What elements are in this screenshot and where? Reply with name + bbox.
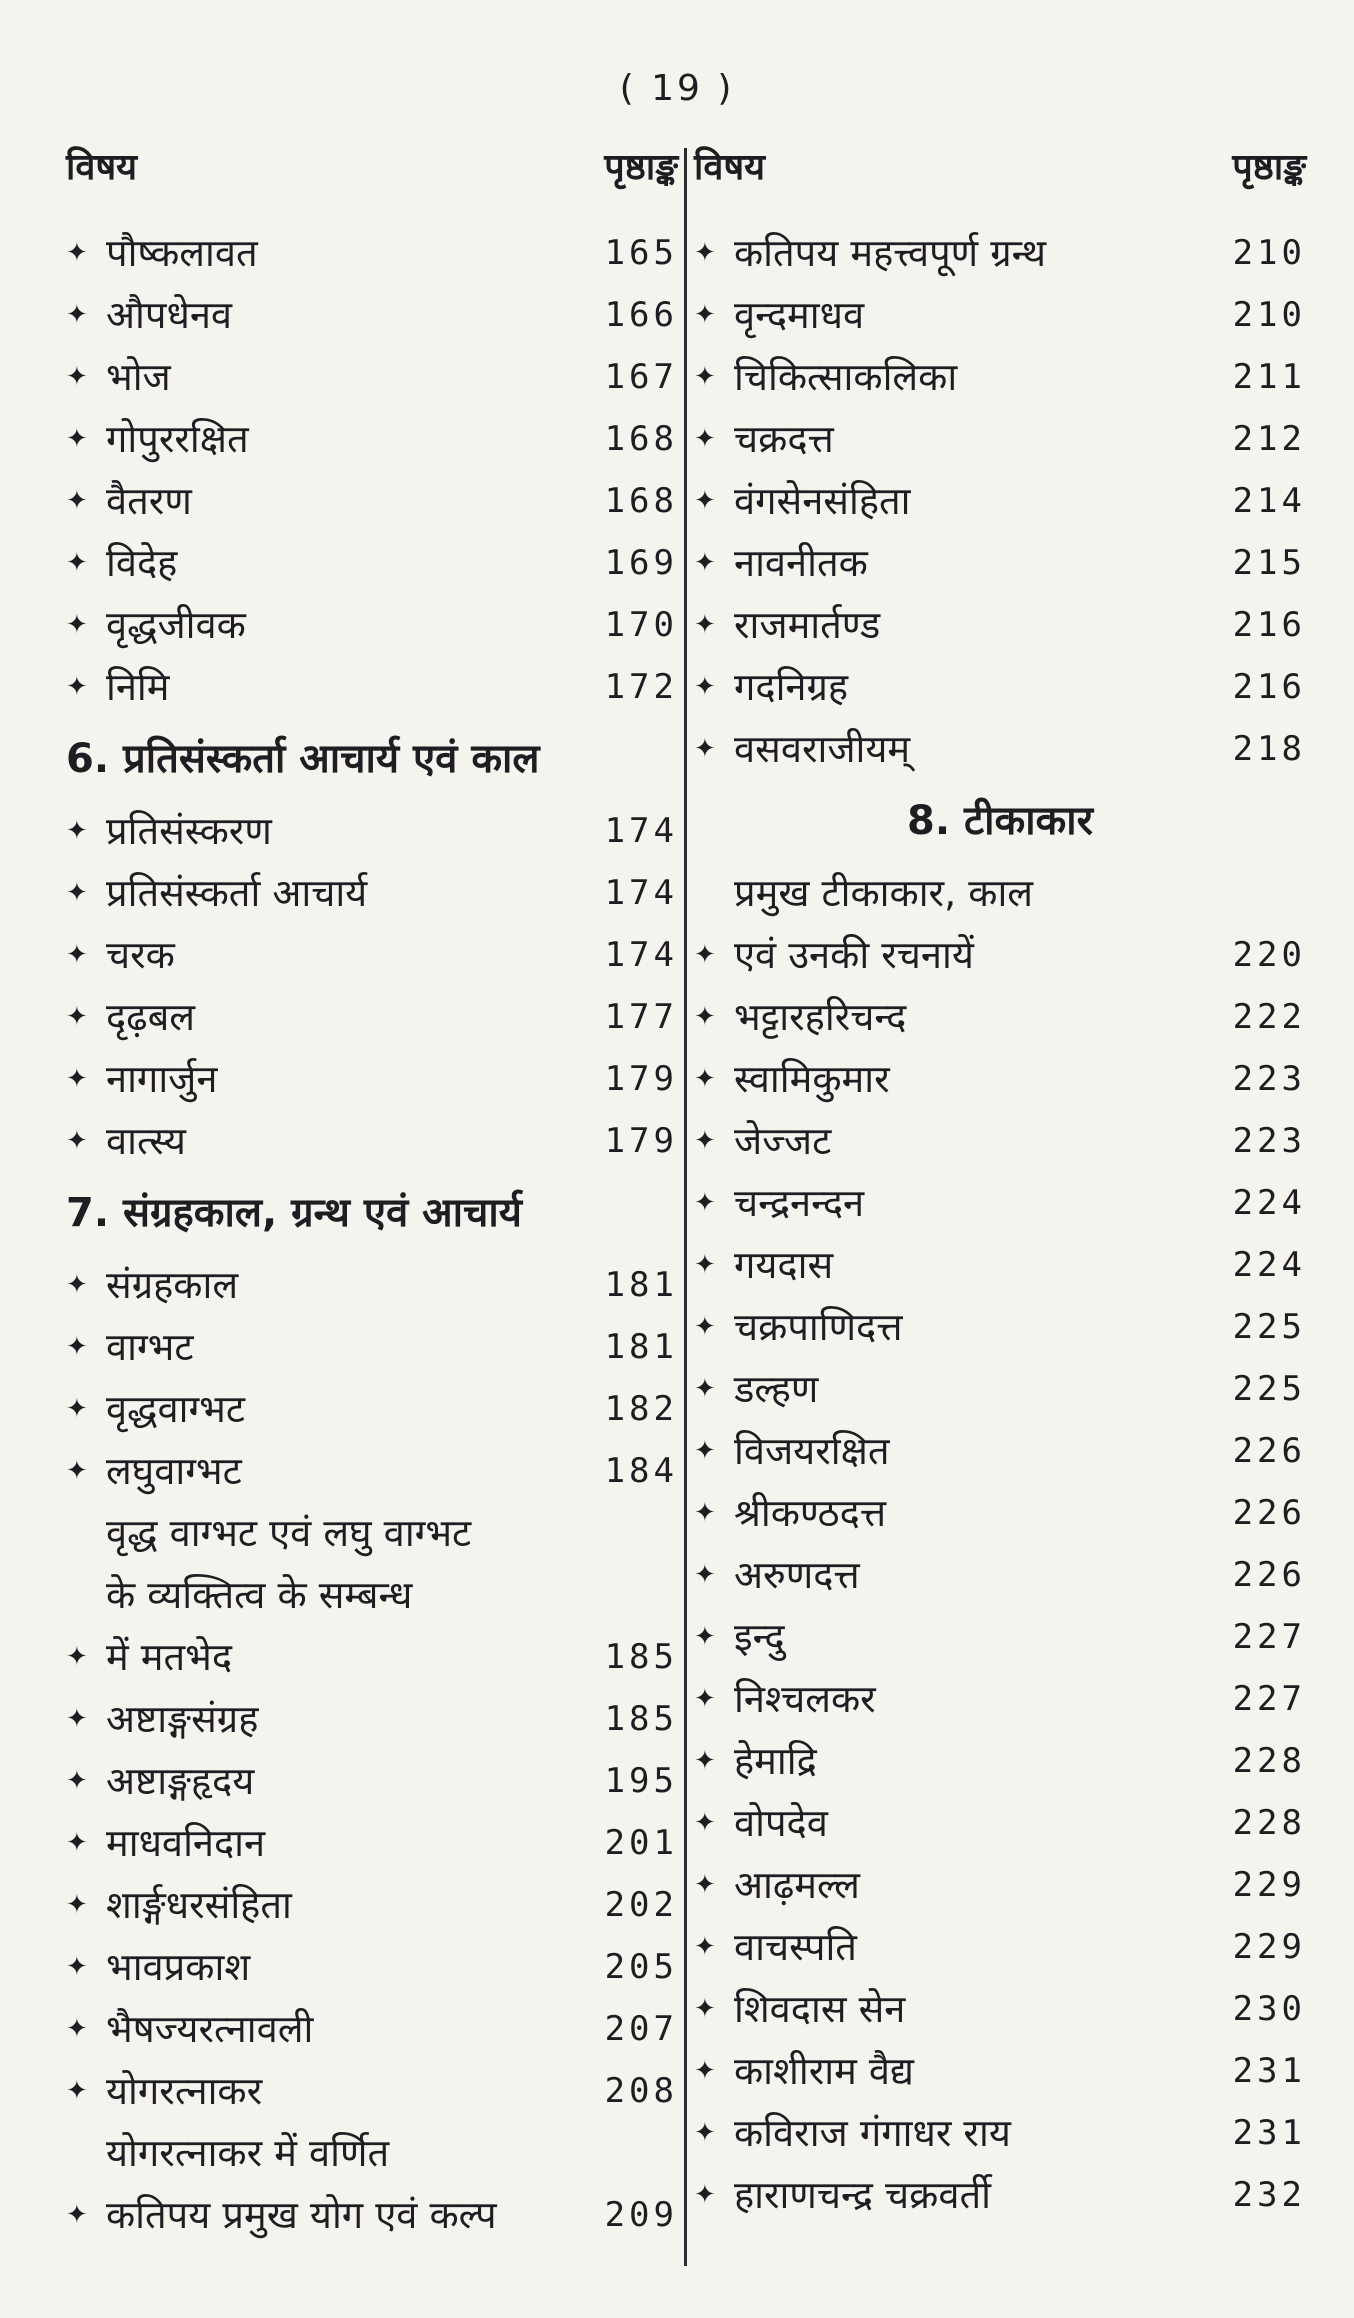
bullet-star-icon: ✦ — [694, 2118, 716, 2148]
entry-title: काशीराम वैद्य — [734, 2049, 914, 2093]
toc-entry — [66, 1812, 678, 1874]
entry-title: विजयरक्षित — [734, 1429, 890, 1473]
column-header — [694, 147, 1306, 222]
bullet-star-icon: ✦ — [694, 548, 716, 578]
bullet-star-icon: ✦ — [694, 1498, 716, 1528]
entry-page-number: 172 — [604, 667, 678, 707]
toc-entry — [66, 284, 678, 346]
entry-page-number: 166 — [604, 295, 678, 335]
entry-page-number: 231 — [1232, 2051, 1306, 2091]
toc-entry — [694, 1606, 1306, 1668]
bullet-star-icon: ✦ — [694, 1126, 716, 1156]
entry-title: वाचस्पति — [734, 1925, 857, 1969]
entry-title: संग्रहकाल — [106, 1263, 239, 1307]
bullet-star-icon: ✦ — [66, 424, 88, 454]
entry-page-number: 174 — [604, 873, 678, 913]
toc-entry — [694, 1916, 1306, 1978]
bullet-star-icon: ✦ — [694, 1932, 716, 1962]
toc-entry — [66, 1254, 678, 1316]
toc-entry — [694, 718, 1306, 780]
toc-entry — [66, 470, 678, 532]
entry-title: अष्टाङ्गसंग्रह — [106, 1697, 259, 1741]
entry-page-number: 227 — [1232, 1617, 1306, 1657]
entry-title: वृद्धवाग्भट — [106, 1387, 246, 1431]
entry-title: डल्हण — [734, 1367, 819, 1411]
toc-entry — [694, 1544, 1306, 1606]
toc-entry — [694, 1792, 1306, 1854]
entry-title: योगरत्नाकर — [106, 2069, 263, 2113]
entry-page-number: 224 — [1232, 1183, 1306, 1223]
toc-entry — [66, 346, 678, 408]
bullet-star-icon: ✦ — [694, 362, 716, 392]
entry-title: अष्टाङ्गहृदय — [106, 1759, 255, 1803]
entry-title: वंगसेनसंहिता — [734, 479, 911, 523]
bullet-star-icon: ✦ — [694, 1002, 716, 1032]
entry-page-number: 232 — [1232, 2175, 1306, 2215]
entry-page-number: 202 — [604, 1885, 678, 1925]
entry-page-number: 210 — [1232, 295, 1306, 335]
entry-title: वृन्दमाधव — [734, 293, 865, 337]
toc-entry — [66, 1110, 678, 1172]
toc-entry — [66, 986, 678, 1048]
entry-page-number: 215 — [1232, 543, 1306, 583]
bullet-star-icon: ✦ — [694, 1560, 716, 1590]
entry-title: प्रतिसंस्करण — [106, 809, 272, 853]
entry-page-number: 208 — [604, 2071, 678, 2111]
entry-title: कविराज गंगाधर राय — [734, 2111, 1011, 2155]
bullet-star-icon: ✦ — [694, 734, 716, 764]
toc-entry — [694, 1358, 1306, 1420]
entry-page-number: 169 — [604, 543, 678, 583]
toc-entry — [694, 408, 1306, 470]
entry-page-number: 225 — [1232, 1369, 1306, 1409]
entry-title: राजमार्तण्ड — [734, 603, 881, 647]
entry-title: निश्चलकर — [734, 1677, 876, 1721]
bullet-star-icon: ✦ — [66, 486, 88, 516]
bullet-star-icon: ✦ — [694, 1622, 716, 1652]
toc-entry — [66, 222, 678, 284]
entry-title: भैषज्यरत्नावली — [106, 2007, 314, 2051]
bullet-star-icon: ✦ — [66, 2200, 88, 2230]
bullet-star-icon: ✦ — [66, 610, 88, 640]
entry-title: प्रमुख टीकाकार, काल एवं उनकी रचनायें — [734, 871, 1034, 977]
toc-entry — [66, 1378, 678, 1440]
entry-page-number: 174 — [604, 811, 678, 851]
page-number: ( 19 ) — [619, 68, 735, 109]
entry-title: वोपदेव — [734, 1801, 828, 1845]
toc-entry — [66, 2122, 678, 2246]
entry-page-number: 174 — [604, 935, 678, 975]
toc-entry — [694, 532, 1306, 594]
entry-title: निमि — [106, 665, 170, 709]
toc-list — [694, 222, 1306, 2226]
entry-page-number: 228 — [1232, 1803, 1306, 1843]
bullet-star-icon: ✦ — [694, 1436, 716, 1466]
toc-entry — [694, 2164, 1306, 2226]
entry-title: वसवराजीयम् — [734, 727, 911, 771]
entry-page-number: 229 — [1232, 1927, 1306, 1967]
toc-entry — [66, 1440, 678, 1502]
toc-entry — [66, 532, 678, 594]
entry-page-number: 210 — [1232, 233, 1306, 273]
bullet-star-icon: ✦ — [66, 1642, 88, 1672]
entry-page-number: 168 — [604, 481, 678, 521]
toc-entry — [66, 1316, 678, 1378]
toc-entry — [694, 656, 1306, 718]
entry-title: भट्टारहरिचन्द — [734, 995, 907, 1039]
toc-entry — [66, 1750, 678, 1812]
toc-entry — [694, 222, 1306, 284]
bullet-star-icon: ✦ — [66, 2014, 88, 2044]
entry-title: दृढ़बल — [106, 995, 196, 1039]
entry-title: गयदास — [734, 1243, 834, 1287]
entry-title: जेज्जट — [734, 1119, 832, 1163]
entry-page-number: 185 — [604, 1699, 678, 1739]
bullet-star-icon: ✦ — [66, 1766, 88, 1796]
bullet-star-icon: ✦ — [66, 1890, 88, 1920]
toc-entry — [66, 594, 678, 656]
section-heading: 8. टीकाकार — [907, 798, 1093, 844]
bullet-star-icon: ✦ — [66, 940, 88, 970]
toc-entry — [66, 408, 678, 470]
toc-entry — [694, 1730, 1306, 1792]
toc-entry — [694, 986, 1306, 1048]
bullet-star-icon: ✦ — [66, 1394, 88, 1424]
bullet-star-icon: ✦ — [66, 1002, 88, 1032]
section-heading: 7. संग्रहकाल, ग्रन्थ एवं आचार्य — [66, 1190, 522, 1236]
entry-title: भावप्रकाश — [106, 1945, 251, 1989]
entry-page-number: 216 — [1232, 605, 1306, 645]
entry-page-number: 226 — [1232, 1493, 1306, 1533]
entry-title: प्रतिसंस्कर्ता आचार्य — [106, 871, 368, 915]
entry-title: इन्दु — [734, 1615, 785, 1659]
entry-page-number: 170 — [604, 605, 678, 645]
toc-entry — [694, 1854, 1306, 1916]
entry-title: कतिपय महत्त्वपूर्ण ग्रन्थ — [734, 231, 1047, 275]
bullet-star-icon: ✦ — [694, 424, 716, 454]
entry-title: चिकित्साकलिका — [734, 355, 958, 399]
entry-title: वैतरण — [106, 479, 192, 523]
entry-page-number: 195 — [604, 1761, 678, 1801]
bullet-star-icon: ✦ — [694, 610, 716, 640]
bullet-star-icon: ✦ — [66, 362, 88, 392]
bullet-star-icon: ✦ — [694, 1064, 716, 1094]
entry-page-number: 223 — [1232, 1121, 1306, 1161]
toc-entry — [694, 1978, 1306, 2040]
toc-entry — [694, 1668, 1306, 1730]
toc-entry — [694, 1172, 1306, 1234]
bullet-star-icon: ✦ — [694, 1994, 716, 2024]
entry-title: वात्स्य — [106, 1119, 186, 1163]
bullet-star-icon: ✦ — [694, 238, 716, 268]
subject-header: विषय — [66, 147, 138, 188]
column-divider — [684, 148, 687, 2266]
entry-page-number: 226 — [1232, 1555, 1306, 1595]
entry-title: वृद्धजीवक — [106, 603, 246, 647]
subject-header: विषय — [694, 147, 766, 188]
toc-column-right — [694, 147, 1306, 2226]
toc-entry — [694, 346, 1306, 408]
entry-page-number: 226 — [1232, 1431, 1306, 1471]
bullet-star-icon: ✦ — [694, 1188, 716, 1218]
bullet-star-icon: ✦ — [66, 1704, 88, 1734]
entry-title: गोपुररक्षित — [106, 417, 249, 461]
toc-entry — [66, 1874, 678, 1936]
entry-title: अरुणदत्त — [734, 1553, 860, 1597]
entry-title: वृद्ध वाग्भट एवं लघु वाग्भट के व्यक्तित्व के सम्बन्ध में मतभेद — [106, 1511, 472, 1679]
toc-entry — [694, 1420, 1306, 1482]
entry-title: औपधेनव — [106, 293, 233, 337]
entry-page-number: 177 — [604, 997, 678, 1037]
bullet-star-icon: ✦ — [694, 1808, 716, 1838]
entry-page-number: 179 — [604, 1121, 678, 1161]
column-header — [66, 147, 678, 222]
bullet-star-icon: ✦ — [694, 300, 716, 330]
bullet-star-icon: ✦ — [694, 1746, 716, 1776]
entry-title: चन्द्रनन्दन — [734, 1181, 865, 1225]
entry-title: शार्ङ्गधरसंहिता — [106, 1883, 292, 1927]
bullet-star-icon: ✦ — [66, 1952, 88, 1982]
entry-page-number: 179 — [604, 1059, 678, 1099]
entry-page-number: 181 — [604, 1265, 678, 1305]
toc-entry — [694, 2040, 1306, 2102]
toc-entry — [66, 1936, 678, 1998]
entry-page-number: 165 — [604, 233, 678, 273]
entry-title: पौष्कलावत — [106, 231, 258, 275]
entry-page-number: 214 — [1232, 481, 1306, 521]
entry-page-number: 209 — [604, 2195, 678, 2235]
toc-entry — [66, 1688, 678, 1750]
entry-page-number: 182 — [604, 1389, 678, 1429]
bullet-star-icon: ✦ — [66, 300, 88, 330]
entry-page-number: 227 — [1232, 1679, 1306, 1719]
entry-page-number: 231 — [1232, 2113, 1306, 2153]
entry-title: चक्रपाणिदत्त — [734, 1305, 903, 1349]
bullet-star-icon: ✦ — [66, 1270, 88, 1300]
bullet-star-icon: ✦ — [694, 2180, 716, 2210]
section-heading: 6. प्रतिसंस्कर्ता आचार्य एवं काल — [66, 736, 540, 782]
toc-entry — [66, 2060, 678, 2122]
bullet-star-icon: ✦ — [66, 1064, 88, 1094]
entry-title: श्रीकण्ठदत्त — [734, 1491, 887, 1535]
entry-page-number: 225 — [1232, 1307, 1306, 1347]
toc-entry — [694, 1482, 1306, 1544]
entry-title: चक्रदत्त — [734, 417, 834, 461]
bullet-star-icon: ✦ — [694, 1684, 716, 1714]
toc-entry — [66, 1048, 678, 1110]
bullet-star-icon: ✦ — [66, 878, 88, 908]
entry-page-number: 220 — [1232, 935, 1306, 975]
entry-page-number: 229 — [1232, 1865, 1306, 1905]
bullet-star-icon: ✦ — [66, 548, 88, 578]
toc-entry — [694, 2102, 1306, 2164]
entry-page-number: 181 — [604, 1327, 678, 1367]
toc-entry — [694, 1110, 1306, 1172]
bullet-star-icon: ✦ — [694, 486, 716, 516]
entry-title: वाग्भट — [106, 1325, 194, 1369]
entry-page-number: 201 — [604, 1823, 678, 1863]
entry-title: शिवदास सेन — [734, 1987, 906, 2031]
entry-page-number: 207 — [604, 2009, 678, 2049]
toc-entry — [66, 656, 678, 718]
toc-entry — [694, 284, 1306, 346]
entry-page-number: 222 — [1232, 997, 1306, 1037]
entry-page-number: 184 — [604, 1451, 678, 1491]
toc-entry — [66, 862, 678, 924]
toc-column-left — [66, 147, 678, 2246]
entry-title: योगरत्नाकर में वर्णित कतिपय प्रमुख योग एवं कल्प — [106, 2131, 497, 2237]
entry-page-number: 223 — [1232, 1059, 1306, 1099]
entry-title: हेमाद्रि — [734, 1739, 817, 1783]
bullet-star-icon: ✦ — [694, 1312, 716, 1342]
entry-title: माधवनिदान — [106, 1821, 266, 1865]
bullet-star-icon: ✦ — [66, 2076, 88, 2106]
toc-entry — [66, 924, 678, 986]
entry-title: नावनीतक — [734, 541, 868, 585]
entry-title: हाराणचन्द्र चक्रवर्ती — [734, 2173, 991, 2217]
page-header: पृष्ठाङ्क — [1232, 147, 1306, 188]
entry-title: नागार्जुन — [106, 1057, 218, 1101]
entry-page-number: 212 — [1232, 419, 1306, 459]
bullet-star-icon: ✦ — [694, 940, 716, 970]
entry-title: चरक — [106, 933, 175, 977]
entry-page-number: 224 — [1232, 1245, 1306, 1285]
toc-entry — [66, 1502, 678, 1688]
bullet-star-icon: ✦ — [66, 672, 88, 702]
entry-page-number: 167 — [604, 357, 678, 397]
toc-list — [66, 222, 678, 2246]
entry-page-number: 185 — [604, 1637, 678, 1677]
page-header: पृष्ठाङ्क — [604, 147, 678, 188]
toc-entry — [66, 1998, 678, 2060]
toc-entry — [694, 862, 1306, 986]
toc-entry — [66, 800, 678, 862]
entry-title: विदेह — [106, 541, 178, 585]
entry-page-number: 216 — [1232, 667, 1306, 707]
entry-page-number: 228 — [1232, 1741, 1306, 1781]
bullet-star-icon: ✦ — [66, 238, 88, 268]
entry-page-number: 211 — [1232, 357, 1306, 397]
bullet-star-icon: ✦ — [66, 816, 88, 846]
entry-title: गदनिग्रह — [734, 665, 849, 709]
bullet-star-icon: ✦ — [66, 1828, 88, 1858]
entry-page-number: 218 — [1232, 729, 1306, 769]
bullet-star-icon: ✦ — [694, 2056, 716, 2086]
bullet-star-icon: ✦ — [694, 672, 716, 702]
bullet-star-icon: ✦ — [694, 1250, 716, 1280]
toc-entry — [694, 1048, 1306, 1110]
entry-title: स्वामिकुमार — [734, 1057, 890, 1101]
entry-title: भोज — [106, 355, 171, 399]
entry-page-number: 205 — [604, 1947, 678, 1987]
entry-title: लघुवाग्भट — [106, 1449, 242, 1493]
entry-page-number: 230 — [1232, 1989, 1306, 2029]
toc-entry — [694, 594, 1306, 656]
toc-entry — [694, 470, 1306, 532]
entry-page-number: 168 — [604, 419, 678, 459]
toc-entry — [694, 1296, 1306, 1358]
bullet-star-icon: ✦ — [694, 1870, 716, 1900]
bullet-star-icon: ✦ — [694, 1374, 716, 1404]
bullet-star-icon: ✦ — [66, 1456, 88, 1486]
bullet-star-icon: ✦ — [66, 1332, 88, 1362]
toc-entry — [694, 1234, 1306, 1296]
entry-title: आढ़मल्ल — [734, 1863, 860, 1907]
bullet-star-icon: ✦ — [66, 1126, 88, 1156]
